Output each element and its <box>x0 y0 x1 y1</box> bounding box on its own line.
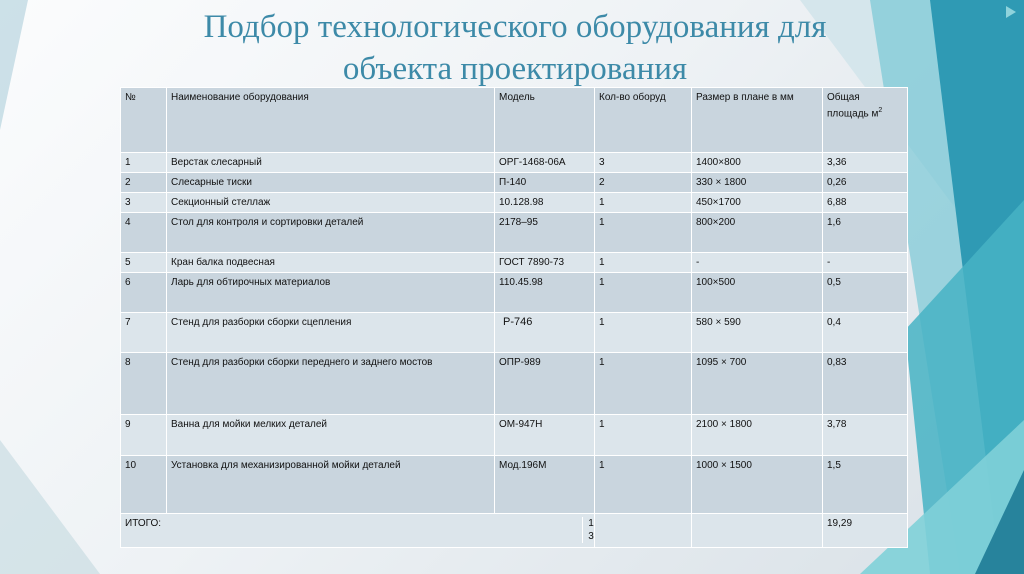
header-num: № <box>121 88 167 153</box>
cell-model: П-140 <box>495 173 595 193</box>
cell-num: 5 <box>121 253 167 273</box>
cell-num: 9 <box>121 415 167 456</box>
cell-qty: 1 <box>595 456 692 514</box>
cell-area: 0,4 <box>823 313 908 353</box>
cell-size: 800×200 <box>692 213 823 253</box>
title-line-1: Подбор технологического оборудования для <box>203 9 827 45</box>
cell-qty: 3 <box>595 153 692 173</box>
cell-model: Р-746 <box>495 313 595 353</box>
cell-size: 1095 × 700 <box>692 353 823 415</box>
cell-size: 2100 × 1800 <box>692 415 823 456</box>
cell-name: Верстак слесарный <box>167 153 495 173</box>
cell-qty: 1 <box>595 353 692 415</box>
cell-num: 8 <box>121 353 167 415</box>
cell-qty: 1 <box>595 193 692 213</box>
equipment-table <box>120 87 908 548</box>
cell-area: 1,6 <box>823 213 908 253</box>
cell-area: - <box>823 253 908 273</box>
cell-area: 6,88 <box>823 193 908 213</box>
cell-name: Секционный стеллаж <box>167 193 495 213</box>
table-row <box>121 173 908 193</box>
table-row <box>121 456 908 514</box>
header-area-sup: 2 <box>878 107 883 114</box>
cell-qty: 2 <box>595 173 692 193</box>
cell-num: 1 <box>121 153 167 173</box>
cell-size: 1000 × 1500 <box>692 456 823 514</box>
cell-size: 580 × 590 <box>692 313 823 353</box>
table-row <box>121 253 908 273</box>
header-model: Модель <box>495 88 595 153</box>
triangle-shape-left <box>0 0 28 130</box>
total-qty-line2: 3 <box>588 531 594 542</box>
cell-model: ОПР-989 <box>495 353 595 415</box>
cell-num: 6 <box>121 273 167 313</box>
header-size: Размер в плане в мм <box>692 88 823 153</box>
cell-name: Стол для контроля и сортировки деталей <box>167 213 495 253</box>
cell-name: Слесарные тиски <box>167 173 495 193</box>
cell-num: 10 <box>121 456 167 514</box>
header-area <box>823 88 908 153</box>
cell-name: Стенд для разборки сборки переднего и заднего мостов <box>167 353 495 415</box>
cell-num: 7 <box>121 313 167 353</box>
cell-area: 3,78 <box>823 415 908 456</box>
table-row <box>121 273 908 313</box>
header-area-line2: площадь м <box>827 108 879 120</box>
cell-num: 3 <box>121 193 167 213</box>
table-total-row <box>121 514 908 548</box>
cell-model: ОМ-947Н <box>495 415 595 456</box>
cell-name: Стенд для разборки сборки сцепления <box>167 313 495 353</box>
cell-qty: 1 <box>595 213 692 253</box>
title-line-2: объекта проектирования <box>342 51 688 87</box>
cell-model: ОРГ-1468-06А <box>495 153 595 173</box>
cell-size: 100×500 <box>692 273 823 313</box>
total-qty-line1: 1 <box>588 518 594 529</box>
cell-name: Установка для механизированной мойки деталей <box>167 456 495 514</box>
cell-area: 0,83 <box>823 353 908 415</box>
cell-qty: 1 <box>595 415 692 456</box>
cell-model: 2178–95 <box>495 213 595 253</box>
cell-size: 450×1700 <box>692 193 823 213</box>
cell-qty: 1 <box>595 313 692 353</box>
cell-area: 3,36 <box>823 153 908 173</box>
cell-num: 4 <box>121 213 167 253</box>
total-qty-cell <box>595 514 692 548</box>
table-row <box>121 153 908 173</box>
total-area: 19,29 <box>823 514 908 548</box>
cell-size: 330 × 1800 <box>692 173 823 193</box>
cell-model: 10.128.98 <box>495 193 595 213</box>
table-row <box>121 353 908 415</box>
table-row <box>121 193 908 213</box>
table-header-row <box>121 88 908 153</box>
total-qty-fragment <box>582 517 596 543</box>
cell-area: 0,5 <box>823 273 908 313</box>
table-row <box>121 415 908 456</box>
cell-name: Ванна для мойки мелких деталей <box>167 415 495 456</box>
cell-area: 1,5 <box>823 456 908 514</box>
cell-size: 1400×800 <box>692 153 823 173</box>
cell-model: 110.45.98 <box>495 273 595 313</box>
cell-model: Мод.196М <box>495 456 595 514</box>
cell-qty: 1 <box>595 253 692 273</box>
header-name: Наименование оборудования <box>167 88 495 153</box>
cell-size: - <box>692 253 823 273</box>
header-area-line1: Общая <box>827 92 860 103</box>
cell-area: 0,26 <box>823 173 908 193</box>
cell-model: ГОСТ 7890-73 <box>495 253 595 273</box>
triangle-shape-left-bottom <box>0 440 100 574</box>
header-qty: Кол-во оборуд <box>595 88 692 153</box>
cell-qty: 1 <box>595 273 692 313</box>
cell-name: Ларь для обтирочных материалов <box>167 273 495 313</box>
cell-num: 2 <box>121 173 167 193</box>
table-row <box>121 213 908 253</box>
cell-name: Кран балка подвесная <box>167 253 495 273</box>
total-label: ИТОГО: <box>125 518 162 529</box>
table-row <box>121 313 908 353</box>
total-label-cell <box>121 514 595 548</box>
slide-title <box>130 6 900 90</box>
total-size-cell <box>692 514 823 548</box>
